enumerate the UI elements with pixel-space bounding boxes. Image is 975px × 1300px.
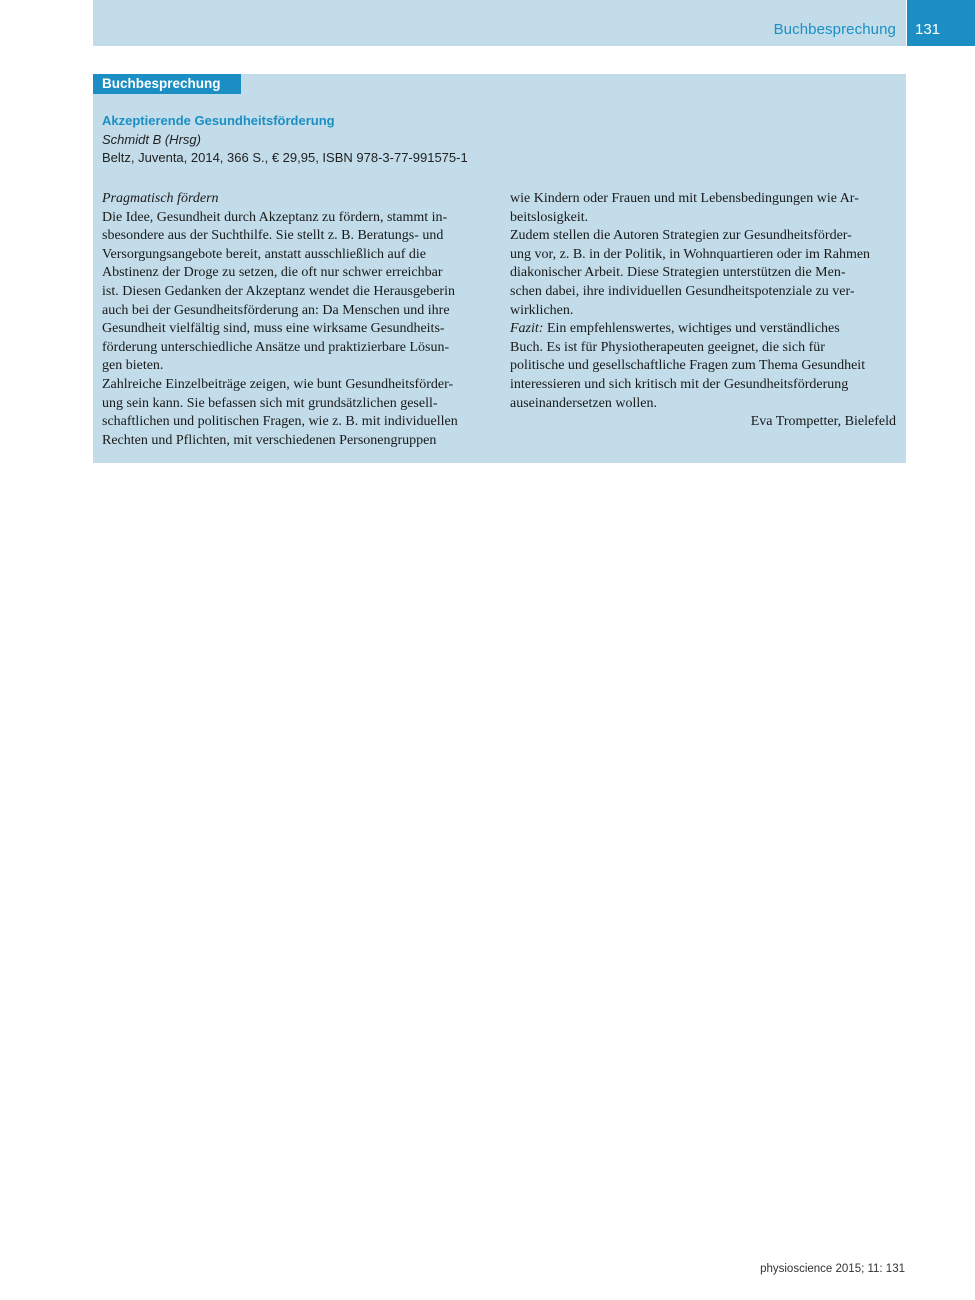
text-line: sbesondere aus der Suchthilfe. Sie stellt z. B. Beratungs- und — [102, 228, 444, 244]
book-publication: Beltz, Juventa, 2014, 366 S., € 29,95, ISBN 978-3-77-991575-1 — [102, 150, 468, 165]
conclusion-text: Ein empfehlenswertes, wichtiges und verständliches — [543, 321, 840, 337]
text-line: Abstinenz der Droge zu setzen, die oft nur schwer erreichbar — [102, 265, 443, 281]
book-meta — [102, 112, 882, 168]
text-line: gen bieten. — [102, 358, 164, 374]
text-line: interessieren und sich kritisch mit der Gesundheitsförderung — [510, 376, 849, 392]
text-line: ung vor, z. B. in der Politik, in Wohnquartieren oder im Rahmen — [510, 246, 871, 262]
text-line: wie Kindern oder Frauen und mit Lebensbedingungen wie Ar- — [510, 191, 859, 206]
page-number: 131 — [915, 21, 941, 38]
text-line: Versorgungsangebote bereit, anstatt ausschließlich auf die — [102, 246, 426, 262]
text-line: auch bei der Gesundheitsförderung an: Da Menschen und ihre — [102, 302, 450, 318]
book-title: Akzeptierende Gesundheitsförderung — [102, 113, 335, 128]
text-line: ung sein kann. Sie befassen sich mit grundsätzlichen gesell- — [102, 395, 438, 411]
text-line: beitslosigkeit. — [510, 209, 589, 225]
reviewer-signature: Eva Trompetter, Bielefeld — [750, 414, 896, 430]
page-number-box — [907, 0, 975, 46]
review-column-right — [510, 190, 896, 432]
review-column-left — [102, 190, 488, 450]
text-line: ist. Diesen Gedanken der Akzeptanz wendet die Herausgeberin — [102, 283, 455, 299]
review-tag: Buchbesprechung — [93, 74, 241, 94]
text-line: Rechten und Pflichten, mit verschiedenen Personengruppen — [102, 432, 437, 448]
conclusion-line — [510, 320, 896, 339]
text-line: schaftlichen und politischen Fragen, wie z. B. mit individuellen — [102, 414, 458, 430]
footer-citation: physioscience 2015; 11: 131 — [760, 1263, 905, 1275]
text-line: auseinandersetzen wollen. — [510, 395, 657, 411]
conclusion-label: Fazit: — [510, 321, 544, 337]
section-title: Buchbesprechung — [773, 21, 896, 38]
text-line: Gesundheit vielfältig sind, muss eine wirksame Gesundheits- — [102, 321, 445, 337]
text-line: Zudem stellen die Autoren Strategien zur Gesundheitsförder- — [510, 228, 852, 244]
review-subheading: Pragmatisch fördern — [102, 191, 219, 206]
text-line: wirklichen. — [510, 302, 574, 318]
text-line: diakonischer Arbeit. Diese Strategien unterstützen die Men- — [510, 265, 846, 281]
book-editor: Schmidt B (Hrsg) — [102, 131, 201, 147]
text-line: schen dabei, ihre individuellen Gesundheitspotenziale zu ver- — [510, 283, 855, 299]
text-line: politische und gesellschaftliche Fragen zum Thema Gesundheit — [510, 358, 866, 374]
text-line: Zahlreiche Einzelbeiträge zeigen, wie bunt Gesundheitsförder- — [102, 376, 454, 392]
review-box — [93, 74, 906, 463]
text-line: Buch. Es ist für Physiotherapeuten geeignet, die sich für — [510, 339, 825, 355]
text-line: förderung unterschiedliche Ansätze und praktizierbare Lösun- — [102, 339, 450, 355]
text-line: Die Idee, Gesundheit durch Akzeptanz zu fördern, stammt in- — [102, 209, 448, 225]
